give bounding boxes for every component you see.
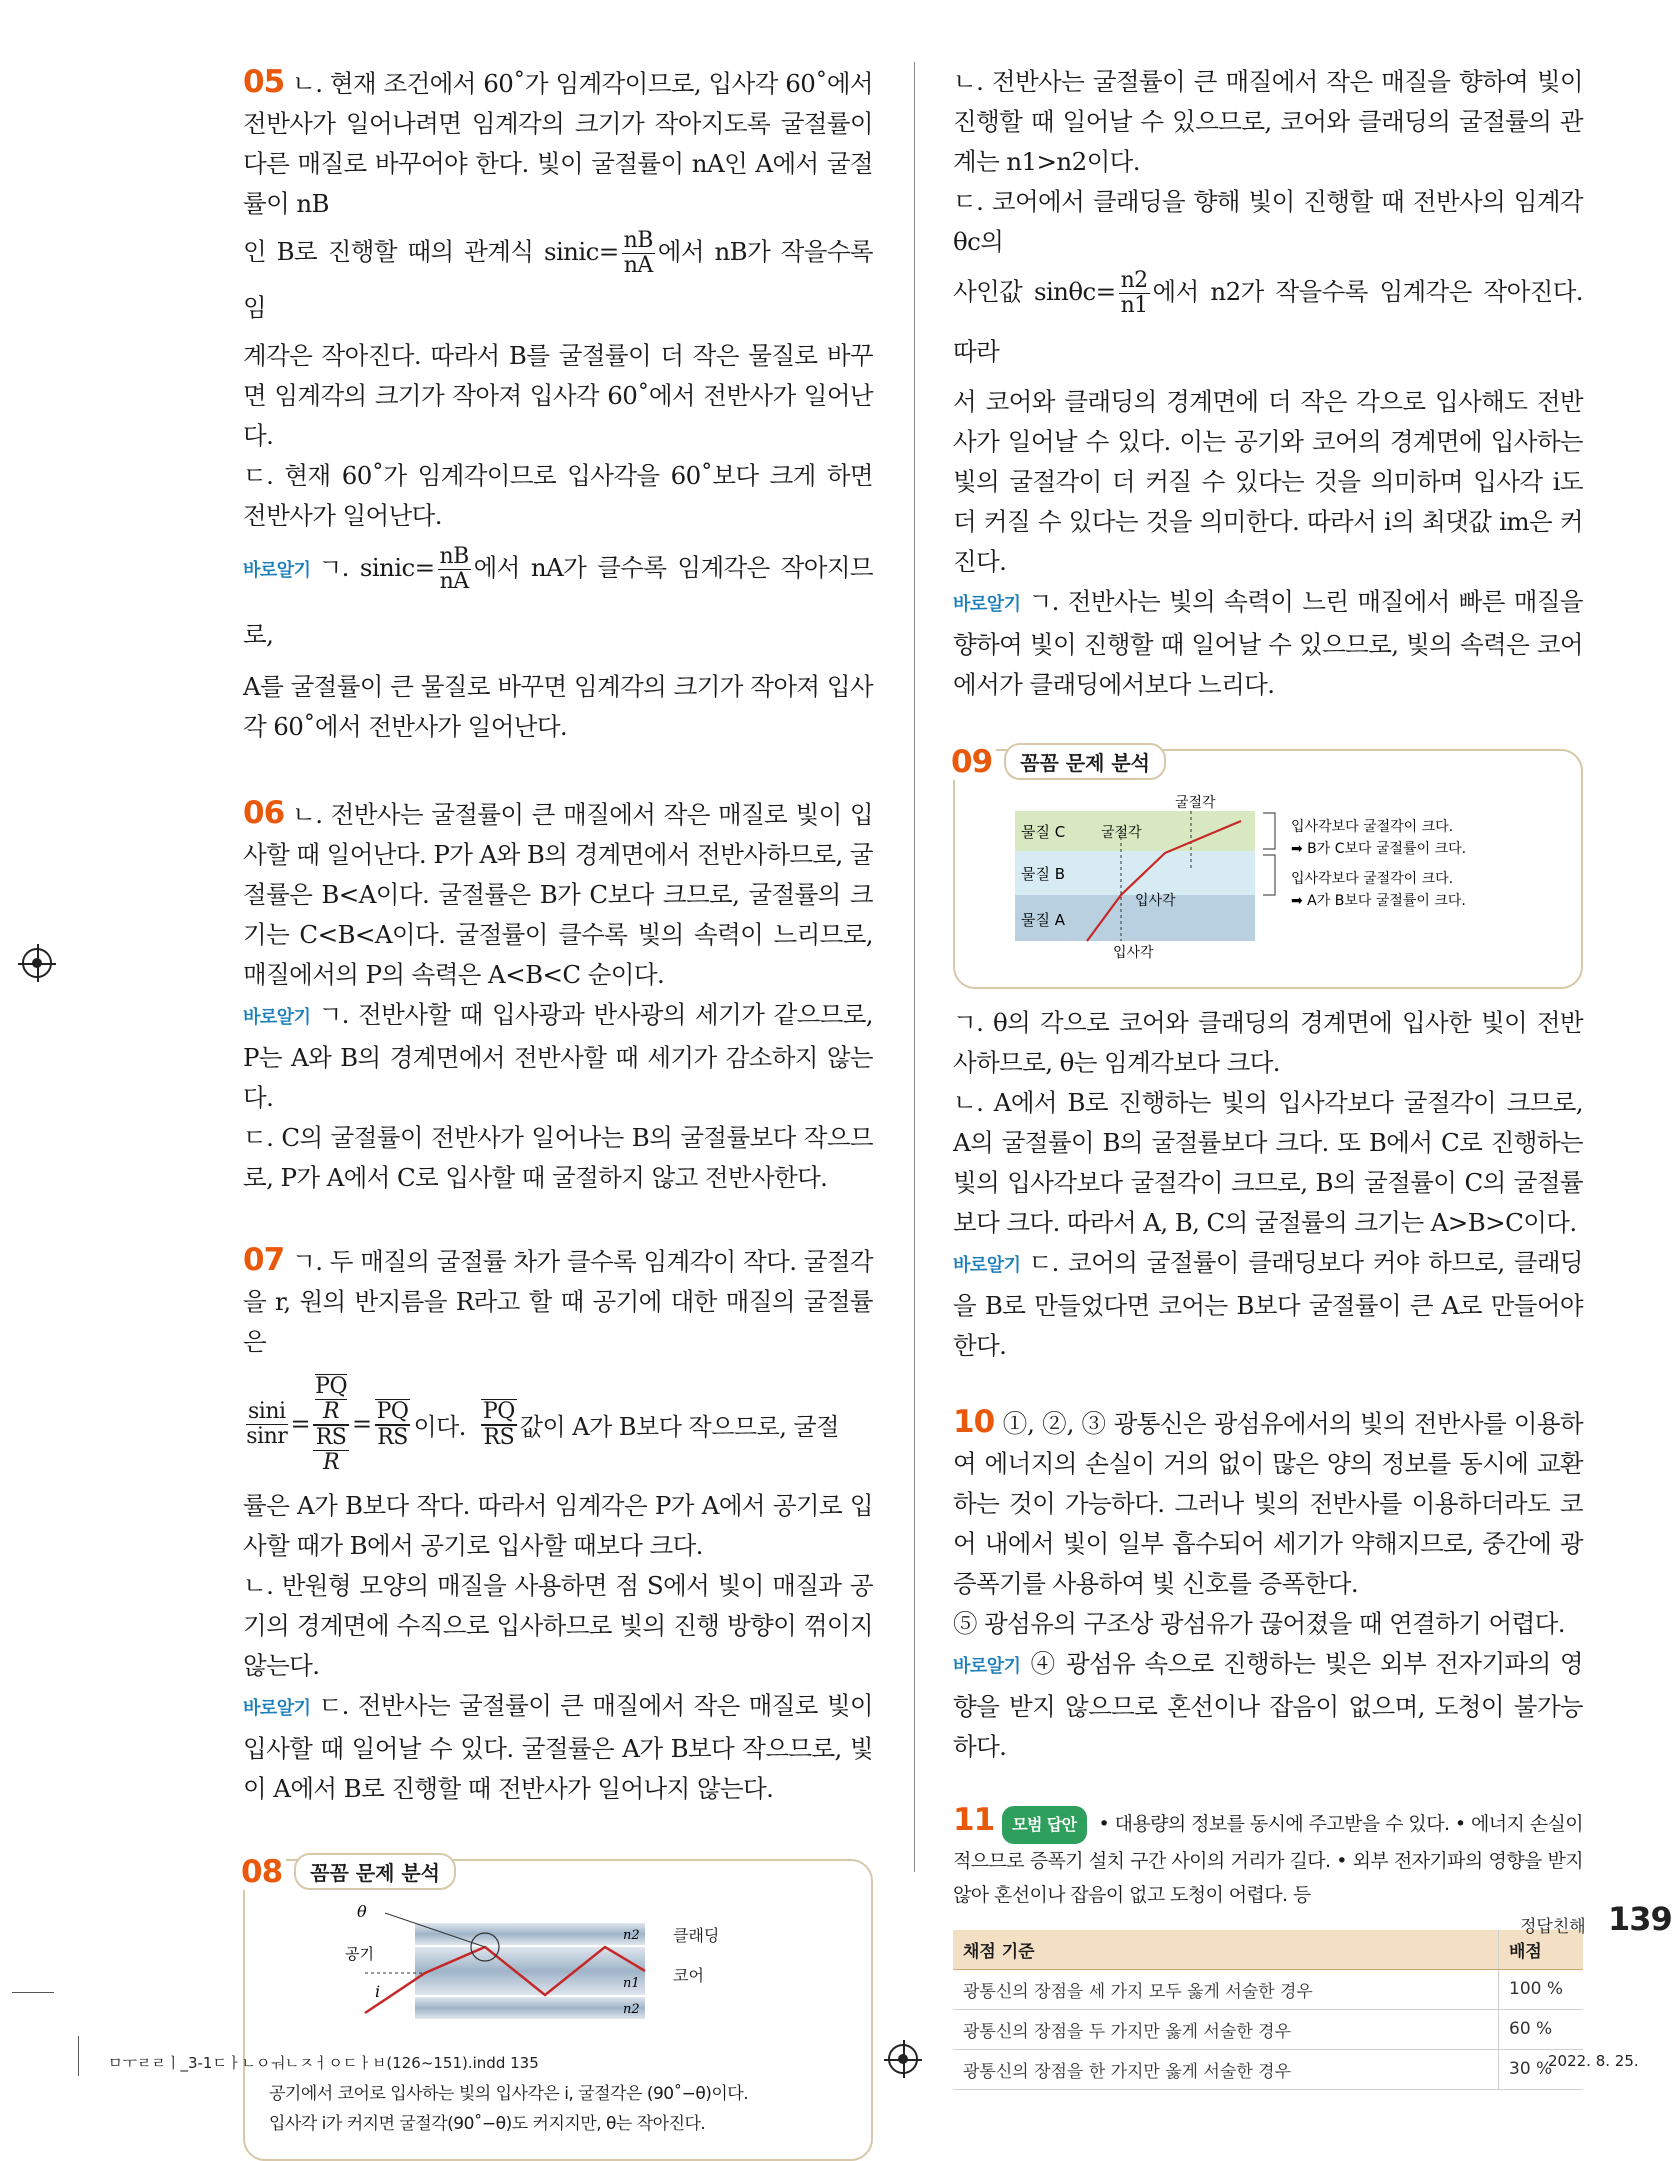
- q11-row-2-score: 60 %: [1499, 2009, 1584, 2049]
- footer-file-name: ㅁㅜㄹㄹㅣ_3-1ㄷㅏㄴㅇㅝㄴㅈㅓㅇㄷㅏㅂ(126~151).indd 135: [108, 2054, 539, 2072]
- r-text-3b: 에서 n2가 작을수록 임계각은 작아진다. 따라: [953, 277, 1583, 366]
- q11-table-header: [953, 1930, 1583, 1970]
- q09-tag: 바로알기: [953, 1255, 1021, 1276]
- q07-rs: RS: [375, 1425, 411, 1450]
- left-column: [243, 62, 873, 2161]
- q08-fiber-diagram: [345, 1903, 665, 2063]
- q08-clad-label: 클래딩: [673, 1926, 720, 1945]
- page-footer-label: 정답친해: [1520, 1917, 1586, 1937]
- q09-inc-bottom: 입사각: [1113, 945, 1154, 961]
- q08-clad-bottom: [415, 1997, 645, 2019]
- q08-air-label: 공기: [345, 1945, 374, 1963]
- right-column: [953, 62, 1583, 2090]
- q11-header-score: 배점: [1499, 1930, 1584, 1970]
- q08-core-label: 코어: [673, 1966, 704, 1985]
- q05-para-5: [243, 536, 873, 667]
- q10-para-2: ⑤ 광섬유의 구조상 광섬유가 끊어졌을 때 연결하기 어렵다.: [953, 1609, 1565, 1638]
- q08-title: 꼼꼼 문제 분석: [294, 1853, 456, 1890]
- q05-para-2: [243, 224, 873, 336]
- q07-pq-2: PQ: [482, 1398, 515, 1424]
- table-row: [953, 2049, 1583, 2089]
- q08-clad-top: [415, 1923, 645, 1945]
- q09-note-4: ➡ A가 B보다 굴절률이 크다.: [1291, 893, 1466, 909]
- q09-brace-2: [1263, 855, 1275, 895]
- footer-rule: [12, 1992, 54, 1993]
- q07-mid-text: 이다.: [413, 1412, 466, 1441]
- q11-number: 11: [953, 1802, 995, 1838]
- q07-cf-pq: PQ: [315, 1373, 347, 1399]
- q07-frac-pqrs: [375, 1399, 411, 1450]
- q07-eq-2: =: [351, 1410, 372, 1438]
- q08-core: [415, 1947, 645, 1995]
- q11-header-criteria: 채점 기준: [953, 1930, 1499, 1970]
- q07-eq-1: =: [290, 1410, 311, 1438]
- q07-cf-rs: RS: [313, 1425, 349, 1451]
- page-number: 139: [1608, 1900, 1672, 1938]
- q05-para-3: 계각은 작아진다. 따라서 B를 굴절률이 더 작은 물질로 바꾸면 임계각의 크기가 작아져 입사각 60˚에서 전반사가 일어난다.: [243, 341, 873, 450]
- q09-label-b: 물질 B: [1021, 865, 1066, 883]
- q11-answer: [953, 1803, 1583, 1912]
- q11-badge: 모범 답안: [1002, 1806, 1086, 1844]
- q05-text-2b: 에서 nB가 작을수록 임: [243, 237, 873, 322]
- q07-text-1: ㄱ. 두 매질의 굴절률 차가 클수록 임계각이 작다. 굴절각을 r, 원의 반지름을 R라고 할 때 공기에 대한 매질의 굴절률은: [243, 1247, 873, 1356]
- q05-frac2-den: nA: [439, 569, 469, 594]
- q09-layers-diagram: [1015, 791, 1615, 961]
- q05-frac2-num: nB: [439, 544, 469, 569]
- q09-para-3: [953, 1243, 1583, 1366]
- q07-text-4: ㄷ. 전반사는 굴절률이 큰 매질에서 작은 매질로 빛이 입사할 때 일어날 수 있다. 굴절률은 A가 B보다 작으므로, 빛이 A에서 B로 진행할 때 전반사가 일어나지 않는다.: [243, 1691, 873, 1803]
- q08-caption-2: 입사각 i가 커지면 굴절각(90˚−θ)도 커지지만, θ는 작아진다.: [269, 2114, 706, 2134]
- q05-number: 05: [243, 64, 285, 100]
- q09-text-3: ㄷ. 코어의 굴절률이 클래딩보다 커야 하므로, 클래딩을 B로 만들었다면 코어는 B보다 굴절률이 큰 A로 만들어야 한다.: [953, 1248, 1583, 1360]
- q10-tag: 바로알기: [953, 1656, 1021, 1677]
- r-text-5: ㄱ. 전반사는 빛의 속력이 느린 매질에서 빠른 매질을 향하여 빛이 진행할 때 일어날 수 있으므로, 빛의 속력은 코어에서가 클래딩에서보다 느리다.: [953, 587, 1583, 699]
- q09-label-c: 물질 C: [1021, 823, 1066, 841]
- r-para-1: ㄴ. 전반사는 굴절률이 큰 매질에서 작은 매질을 향하여 빛이 진행할 때 일어날 수 있으므로, 코어와 클래딩의 굴절률의 관계는 n1>n2이다.: [953, 67, 1583, 176]
- q10-para-1: [953, 1402, 1583, 1604]
- q05-fraction-2: [438, 545, 471, 594]
- q05-text-5b: 에서 nA가 클수록 임계각은 작아지므로,: [243, 553, 873, 649]
- q07-para-3: ㄴ. 반원형 모양의 매질을 사용하면 점 S에서 빛이 매질과 공기의 경계면에 수직으로 입사하므로 빛의 진행 방향이 꺾이지 않는다.: [243, 1571, 873, 1680]
- q06-para-3: ㄷ. C의 굴절률이 전반사가 일어나는 B의 굴절률보다 작으므로, P가 A에서 C로 입사할 때 굴절하지 않고 전반사한다.: [243, 1123, 873, 1192]
- q08-theta-label: θ: [357, 1902, 367, 1921]
- q09-inc: 입사각: [1135, 893, 1176, 909]
- q10-para-3: [953, 1644, 1583, 1767]
- q09-number: 09: [951, 744, 996, 780]
- q11-row-3-criteria: 광통신의 장점을 한 가지만 옳게 서술한 경우: [953, 2049, 1499, 2089]
- q09-note-2: ➡ B가 C보다 굴절률이 크다.: [1291, 841, 1467, 857]
- q07-rs-2: RS: [481, 1425, 517, 1450]
- column-divider: [914, 62, 915, 1872]
- q07-cf-r1: R: [323, 1398, 340, 1424]
- q07-para-1: [243, 1240, 873, 1362]
- q06-para-1: [243, 793, 873, 995]
- q05-fraction-1: [622, 229, 655, 278]
- q09-note-3: 입사각보다 굴절각이 크다.: [1291, 871, 1454, 887]
- q11-row-1-criteria: 광통신의 장점을 세 가지 모두 옳게 서술한 경우: [953, 1969, 1499, 2009]
- q07-sini: sini: [248, 1398, 286, 1424]
- table-row: [953, 1969, 1583, 2009]
- q05-para-4: ㄷ. 현재 60˚가 임계각이므로 입사각을 60˚보다 크게 하면 전반사가 일어난다.: [243, 461, 873, 530]
- q05-tag: 바로알기: [243, 560, 311, 581]
- registration-mark-left-icon: [22, 948, 52, 978]
- q08-header: [241, 1853, 456, 1890]
- q07-cf-r2: R: [323, 1449, 340, 1475]
- q08-analysis-box: [241, 1853, 873, 2161]
- q05-frac-num: nB: [623, 228, 653, 253]
- q10-text-1: ①, ②, ③ 광통신은 광섬유에서의 빛의 전반사를 이용하여 에너지의 손실이 거의 없이 많은 양의 정보를 동시에 교환하는 것이 가능하다. 그러나 빛의 전반사를 이용하더라도 코어 내에서 빛이 일부 흡수되어 세기가 약해지므로, 중간에 광 증폭기를 사용하여 빛 신호를 증폭한다.: [953, 1409, 1583, 1598]
- r-para-2: ㄷ. 코어에서 클래딩을 향해 빛이 진행할 때 전반사의 임계각 θc의: [953, 187, 1583, 256]
- q09-title: 꼼꼼 문제 분석: [1004, 743, 1166, 780]
- q09-refr: 굴절각: [1101, 825, 1142, 841]
- q09-header: [951, 743, 1166, 780]
- r-para-3: [953, 262, 1583, 382]
- q08-i-label: i: [375, 1982, 381, 2001]
- q07-after-text: 값이 A가 B보다 작으므로, 굴절: [519, 1412, 839, 1441]
- q07-sinr: sinr: [246, 1423, 288, 1449]
- q07-frac-sin: [246, 1400, 288, 1449]
- q07-cf-top: [313, 1374, 349, 1425]
- q05-para-6: A를 굴절률이 큰 물질로 바꾸면 임계각의 크기가 작아져 입사각 60˚에서 전반사가 일어난다.: [243, 672, 873, 741]
- q06-text-1: ㄴ. 전반사는 굴절률이 큰 매질에서 작은 매질로 빛이 입사할 때 일어난다. P가 A와 B의 경계면에서 전반사하므로, 굴절률은 B<A이다. 굴절률은 B가 C보다 크므로, 굴절률의 크기는 C<B<A이다. 굴절률이 클수록 빛의 속력이 느리므로, 매질에서의 P의 속력은 A<B<C 순이다.: [243, 800, 873, 989]
- q07-para-4: [243, 1686, 873, 1809]
- footer-left-tick: [78, 2036, 79, 2076]
- q07-pq: PQ: [376, 1398, 409, 1424]
- r-tag: 바로알기: [953, 594, 1021, 615]
- q11-row-1-score: 100 %: [1499, 1969, 1584, 2009]
- q09-note-1: 입사각보다 굴절각이 크다.: [1291, 819, 1454, 835]
- q11-row-2-criteria: 광통신의 장점을 두 가지만 옳게 서술한 경우: [953, 2009, 1499, 2049]
- q08-n2-top-label: n2: [623, 1928, 640, 1943]
- q05-text-5a: ㄱ. sinic=: [318, 553, 435, 582]
- q06-text-2: ㄱ. 전반사할 때 입사광과 반사광의 세기가 같으므로, P는 A와 B의 경계면에서 전반사할 때 세기가 감소하지 않는다.: [243, 1000, 873, 1112]
- q08-caption-1: 공기에서 코어로 입사하는 빛의 입사각은 i, 굴절각은 (90˚−θ)이다.: [269, 2084, 749, 2104]
- q08-number: 08: [241, 1854, 286, 1890]
- q07-frac-pqrs-2: [481, 1399, 517, 1450]
- q07-formula-line: [243, 1362, 873, 1486]
- q05-para-1: [243, 62, 873, 224]
- q10-number: 10: [953, 1404, 995, 1440]
- q09-para-1: ㄱ. θ의 각으로 코어와 클래딩의 경계면에 입사한 빛이 전반사하므로, θ는 임계각보다 크다.: [953, 1008, 1583, 1077]
- r-para-5: [953, 582, 1583, 705]
- table-row: [953, 2009, 1583, 2049]
- q11-row-3-score: 30 %: [1499, 2049, 1584, 2089]
- q09-refr-top: 굴절각: [1175, 795, 1216, 811]
- q06-number: 06: [243, 795, 285, 831]
- q09-para-2: ㄴ. A에서 B로 진행하는 빛의 입사각보다 굴절각이 크므로, A의 굴절률이 B의 굴절률보다 크다. 또 B에서 C로 진행하는 빛의 입사각보다 굴절각이 크므로, B의 굴절률이 C의 굴절률보다 크다. 따라서 A, B, C의 굴절률의 크기는 A>B>C이다.: [953, 1088, 1583, 1237]
- r-text-3a: 사인값 sinθc=: [953, 277, 1116, 306]
- q05-frac-den: nA: [623, 253, 653, 278]
- q05-text-2a: 인 B로 진행할 때의 관계식 sinic=: [243, 237, 619, 266]
- q09-analysis-box: [951, 743, 1583, 989]
- q08-n1-label: n1: [623, 1976, 640, 1991]
- q07-cf-bottom: [313, 1425, 349, 1475]
- r-para-4: 서 코어와 클래딩의 경계면에 더 작은 각으로 입사해도 전반사가 일어날 수 있다. 이는 공기와 코어의 경계면에 입사하는 빛의 굴절각이 더 커질 수 있다는 것을 의미하며 입사각 i도 더 커질 수 있다는 것을 의미한다. 따라서 i의 최댓값 im은 커진다.: [953, 387, 1583, 576]
- r-frac-num: n2: [1120, 268, 1148, 293]
- q06-para-2: [243, 995, 873, 1118]
- q08-n2-bottom-label: n2: [623, 2002, 640, 2017]
- q07-compound-frac: [313, 1374, 349, 1475]
- q09-label-a: 물질 A: [1021, 911, 1066, 929]
- q07-number: 07: [243, 1242, 285, 1278]
- q09-brace-1: [1263, 813, 1275, 849]
- q11-score-table: [953, 1930, 1583, 2090]
- q07-para-2: 률은 A가 B보다 작다. 따라서 임계각은 P가 A에서 공기로 입사할 때가 B에서 공기로 입사할 때보다 크다.: [243, 1491, 873, 1560]
- q08-caption: [269, 2079, 748, 2139]
- r-frac-den: n1: [1120, 293, 1148, 318]
- footer-date: 2022. 8. 25.: [1548, 2052, 1639, 2070]
- q05-text-1: ㄴ. 현재 조건에서 60˚가 임계각이므로, 입사각 60˚에서 전반사가 일어나려면 임계각의 크기가 작아지도록 굴절률이 다른 매질로 바꾸어야 한다. 빛이 굴절률이 nA인 A에서 굴절률이 nB: [243, 69, 873, 218]
- q11-answer-text: • 대용량의 정보를 동시에 주고받을 수 있다. • 에너지 손실이 적으므로 증폭기 설치 구간 사이의 거리가 길다. • 외부 전자기파의 영향을 받지 않아 혼선이나 잡음이 없고 도청이 어렵다. 등: [953, 1813, 1583, 1906]
- r-fraction: [1119, 269, 1150, 318]
- q06-tag: 바로알기: [243, 1007, 311, 1028]
- q07-tag: 바로알기: [243, 1698, 311, 1719]
- q10-text-3: ④ 광섬유 속으로 진행하는 빛은 외부 전자기파의 영향을 받지 않으므로 혼선이나 잡음이 없으며, 도청이 불가능하다.: [953, 1649, 1583, 1761]
- registration-mark-bottom-icon: [888, 2044, 918, 2074]
